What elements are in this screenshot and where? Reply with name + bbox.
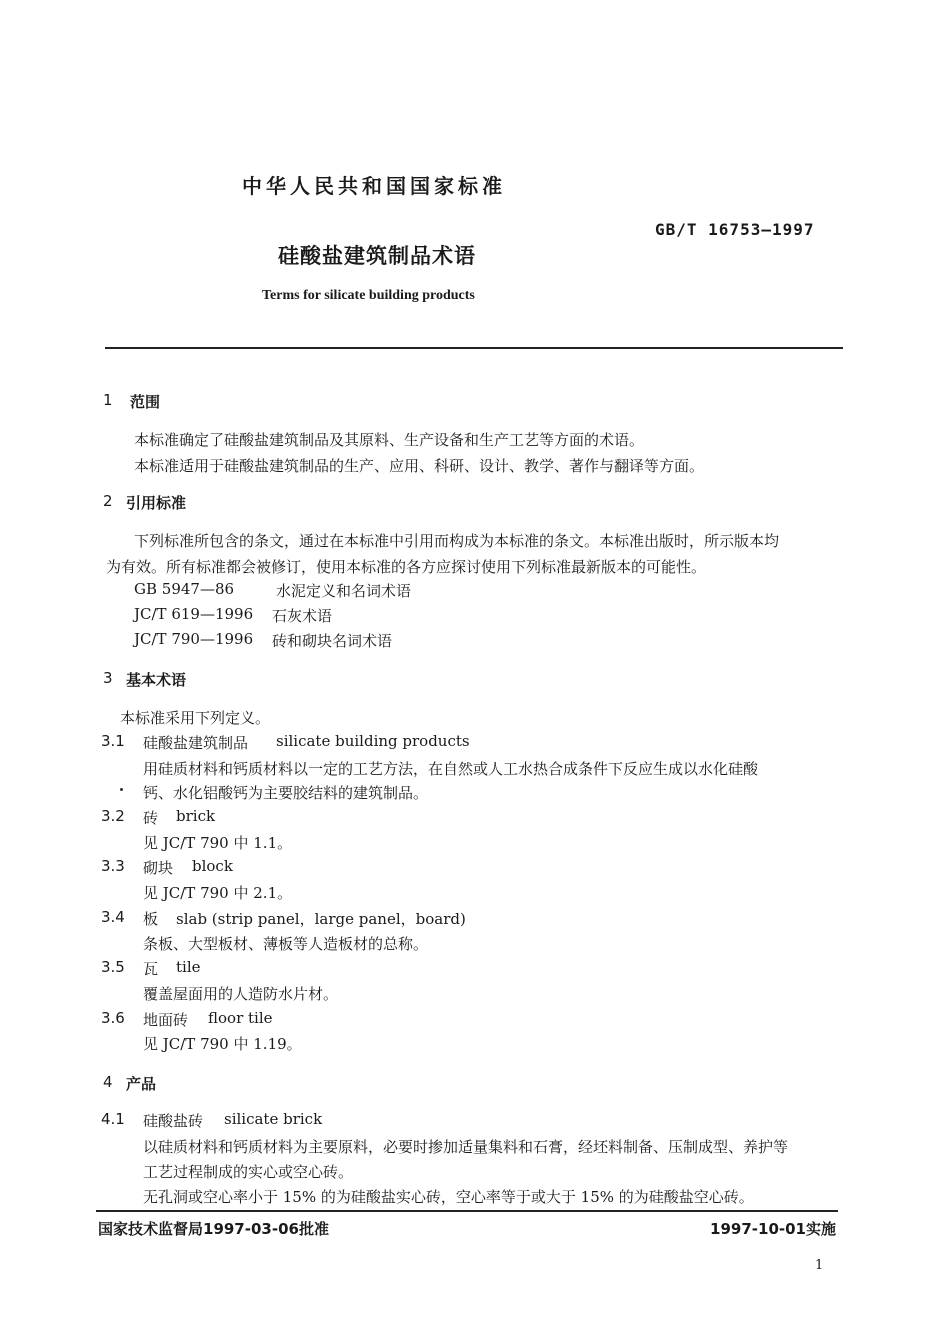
page-number: 1: [815, 1258, 824, 1273]
term-definition: 无孔洞或空心率小于 15% 的为硅酸盐实心砖，空心率等于或大于 15% 的为硅酸盐空心砖。: [143, 1188, 754, 1206]
section-3-number: 3: [103, 669, 113, 687]
effective-date-line: 1997-10-01实施: [710, 1220, 836, 1238]
term-number: 3.5: [101, 958, 125, 976]
section-1-number: 1: [103, 391, 113, 409]
header-rule: [105, 347, 843, 349]
term-name: 砌块: [143, 859, 174, 877]
term-english: brick: [176, 807, 216, 825]
term-definition: 以硅质材料和钙质材料为主要原料，必要时掺加适量集料和石膏，经坯料制备、压制成型、养护等: [143, 1138, 789, 1156]
reference-code: GB 5947—86: [134, 580, 235, 598]
section-2-paragraph: 下列标准所包含的条文，通过在本标准中引用而构成为本标准的条文。本标准出版时，所示版本均: [134, 532, 780, 550]
term-english: block: [192, 857, 233, 875]
term-english: silicate building products: [276, 732, 470, 750]
term-definition: 见 JC/T 790 中 1.1。: [143, 834, 293, 852]
term-definition: 条板、大型板材、薄板等人造板材的总称。: [143, 935, 429, 953]
section-3-intro: 本标准采用下列定义。: [120, 709, 271, 727]
term-definition: 钙、水化铝酸钙为主要胶结料的建筑制品。: [143, 784, 429, 802]
term-english: floor tile: [208, 1009, 273, 1027]
section-3-title: 基本术语: [126, 671, 187, 689]
reference-code: JC/T 790—1996: [134, 630, 254, 648]
term-number: 3.4: [101, 908, 125, 926]
national-standard-heading: 中华人民共和国国家标准: [242, 174, 506, 198]
section-2-number: 2: [103, 492, 113, 510]
footer-rule: [96, 1210, 838, 1212]
term-name: 砖: [143, 809, 159, 827]
term-name: 板: [143, 910, 159, 928]
reference-code: JC/T 619—1996: [134, 605, 254, 623]
term-definition: 用硅质材料和钙质材料以一定的工艺方法，在自然或人工水热合成条件下反应生成以水化硅酸: [143, 760, 759, 778]
document-title-en: Terms for silicate building products: [262, 288, 475, 303]
term-english: silicate brick: [224, 1110, 323, 1128]
section-4-number: 4: [103, 1073, 113, 1091]
term-number: 4.1: [101, 1110, 125, 1128]
term-name: 硅酸盐砖: [143, 1112, 204, 1130]
reference-name: 石灰术语: [272, 607, 333, 625]
term-definition: 工艺过程制成的实心或空心砖。: [143, 1163, 354, 1181]
section-2-paragraph: 为有效。所有标准都会被修订，使用本标准的各方应探讨使用下列标准最新版本的可能性。: [106, 558, 707, 576]
term-number: 3.6: [101, 1009, 125, 1027]
term-definition: 覆盖屋面用的人造防水片材。: [143, 985, 339, 1003]
term-english: slab (strip panel，large panel，board): [176, 910, 466, 928]
reference-name: 水泥定义和名词术语: [276, 582, 412, 600]
term-number: 3.1: [101, 732, 125, 750]
section-1-title: 范围: [130, 393, 161, 411]
section-4-title: 产品: [126, 1075, 157, 1093]
scan-dot: [120, 788, 123, 791]
document-title-zh: 硅酸盐建筑制品术语: [278, 244, 476, 268]
term-english: tile: [176, 958, 201, 976]
term-definition: 见 JC/T 790 中 1.19。: [143, 1035, 302, 1053]
section-1-paragraph: 本标准适用于硅酸盐建筑制品的生产、应用、科研、设计、教学、著作与翻译等方面。: [134, 457, 705, 475]
approval-line: 国家技术监督局1997-03-06批准: [98, 1220, 329, 1238]
term-definition: 见 JC/T 790 中 2.1。: [143, 884, 293, 902]
term-name: 瓦: [143, 960, 159, 978]
reference-name: 砖和砌块名词术语: [272, 632, 393, 650]
standard-code: GB/T 16753—1997: [655, 220, 815, 239]
section-1-paragraph: 本标准确定了硅酸盐建筑制品及其原料、生产设备和生产工艺等方面的术语。: [134, 431, 645, 449]
section-2-title: 引用标准: [126, 494, 187, 512]
term-name: 地面砖: [143, 1011, 189, 1029]
term-number: 3.2: [101, 807, 125, 825]
term-number: 3.3: [101, 857, 125, 875]
term-name: 硅酸盐建筑制品: [143, 734, 249, 752]
